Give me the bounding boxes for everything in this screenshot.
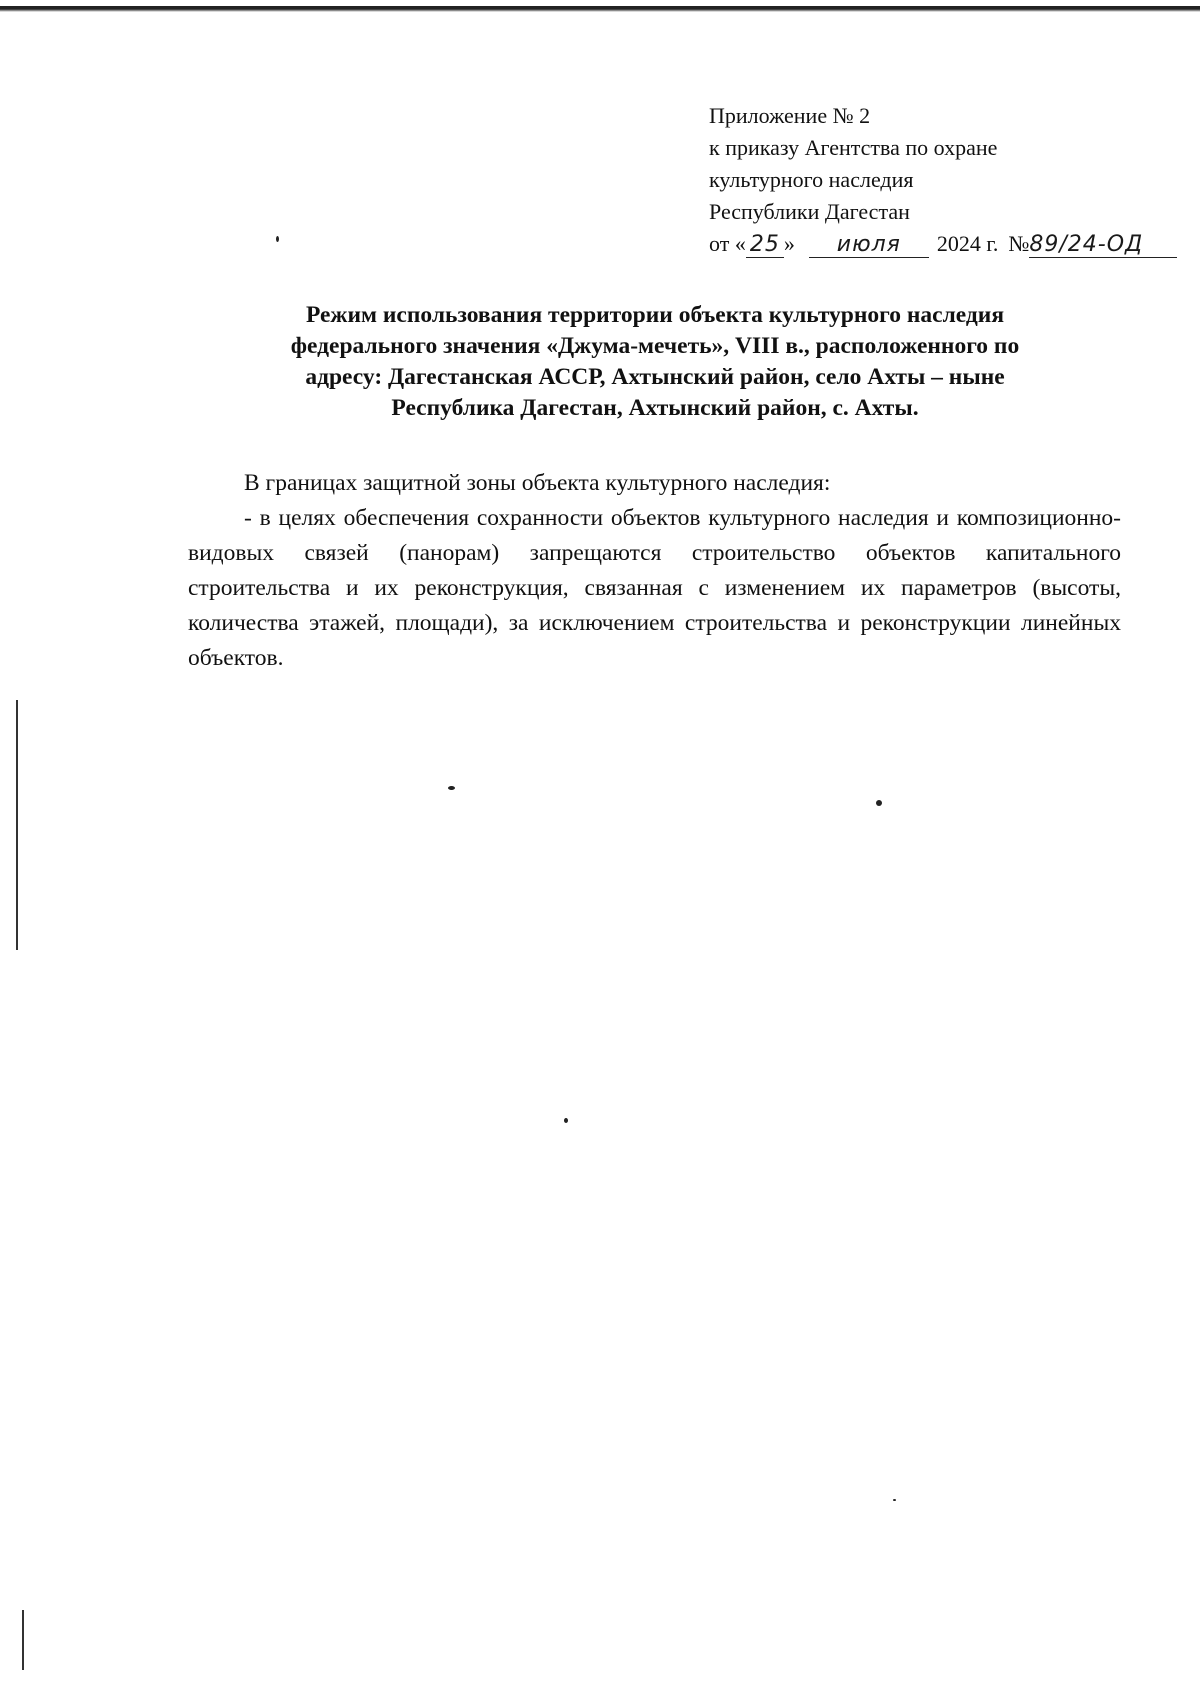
scan-speck — [276, 236, 279, 242]
scan-speck — [893, 1499, 896, 1501]
title-line-1: Режим использования территории объекта культурного наследия — [305, 302, 1005, 328]
scan-margin-line — [16, 700, 18, 950]
body-paragraph-intro: В границах защитной зоны объекта культурного наследия: — [244, 470, 831, 496]
date-prefix: от « — [709, 231, 746, 256]
scan-speck — [876, 800, 882, 806]
scan-margin-line — [22, 1610, 24, 1670]
number-prefix: № — [1008, 231, 1030, 256]
scan-top-edge — [0, 6, 1200, 12]
document-title — [190, 300, 1120, 424]
handwritten-order-number: 89/24-ОД — [1029, 233, 1177, 258]
order-date-line — [709, 228, 1177, 260]
title-line-4: Республика Дагестан, Ахтынский район, с. Ахты. — [391, 395, 919, 421]
title-line-2: федерального значения «Джума-мечеть», VIII в., расположенного по — [290, 333, 1020, 359]
scan-speck — [448, 786, 455, 790]
handwritten-day: 25 — [746, 233, 784, 258]
order-year: 2024 г. — [936, 231, 999, 256]
agency-name-part: культурного наследия — [709, 167, 914, 192]
appendix-number: Приложение № 2 — [709, 103, 871, 128]
republic-name: Республики Дагестан — [709, 199, 910, 224]
order-reference: к приказу Агентства по охране — [709, 135, 998, 160]
appendix-header — [709, 100, 1177, 260]
title-line-3: адресу: Дагестанская АССР, Ахтынский район, село Ахты – ныне — [305, 364, 1005, 390]
body-paragraph-restriction: - в целях обеспечения сохранности объектов культурного наследия и композиционно-видовых связей (панорам) запрещаются строительство объектов капитального строительства и их реконструкция, связанная с изменением их параметров (высоты, количества этажей, площади), за исключением строительства и реконструкции линейных объектов. — [188, 505, 1121, 671]
document-body — [188, 466, 1121, 676]
scan-speck — [564, 1118, 568, 1123]
date-close-quote: » — [783, 231, 795, 256]
handwritten-month: июля — [809, 233, 929, 258]
